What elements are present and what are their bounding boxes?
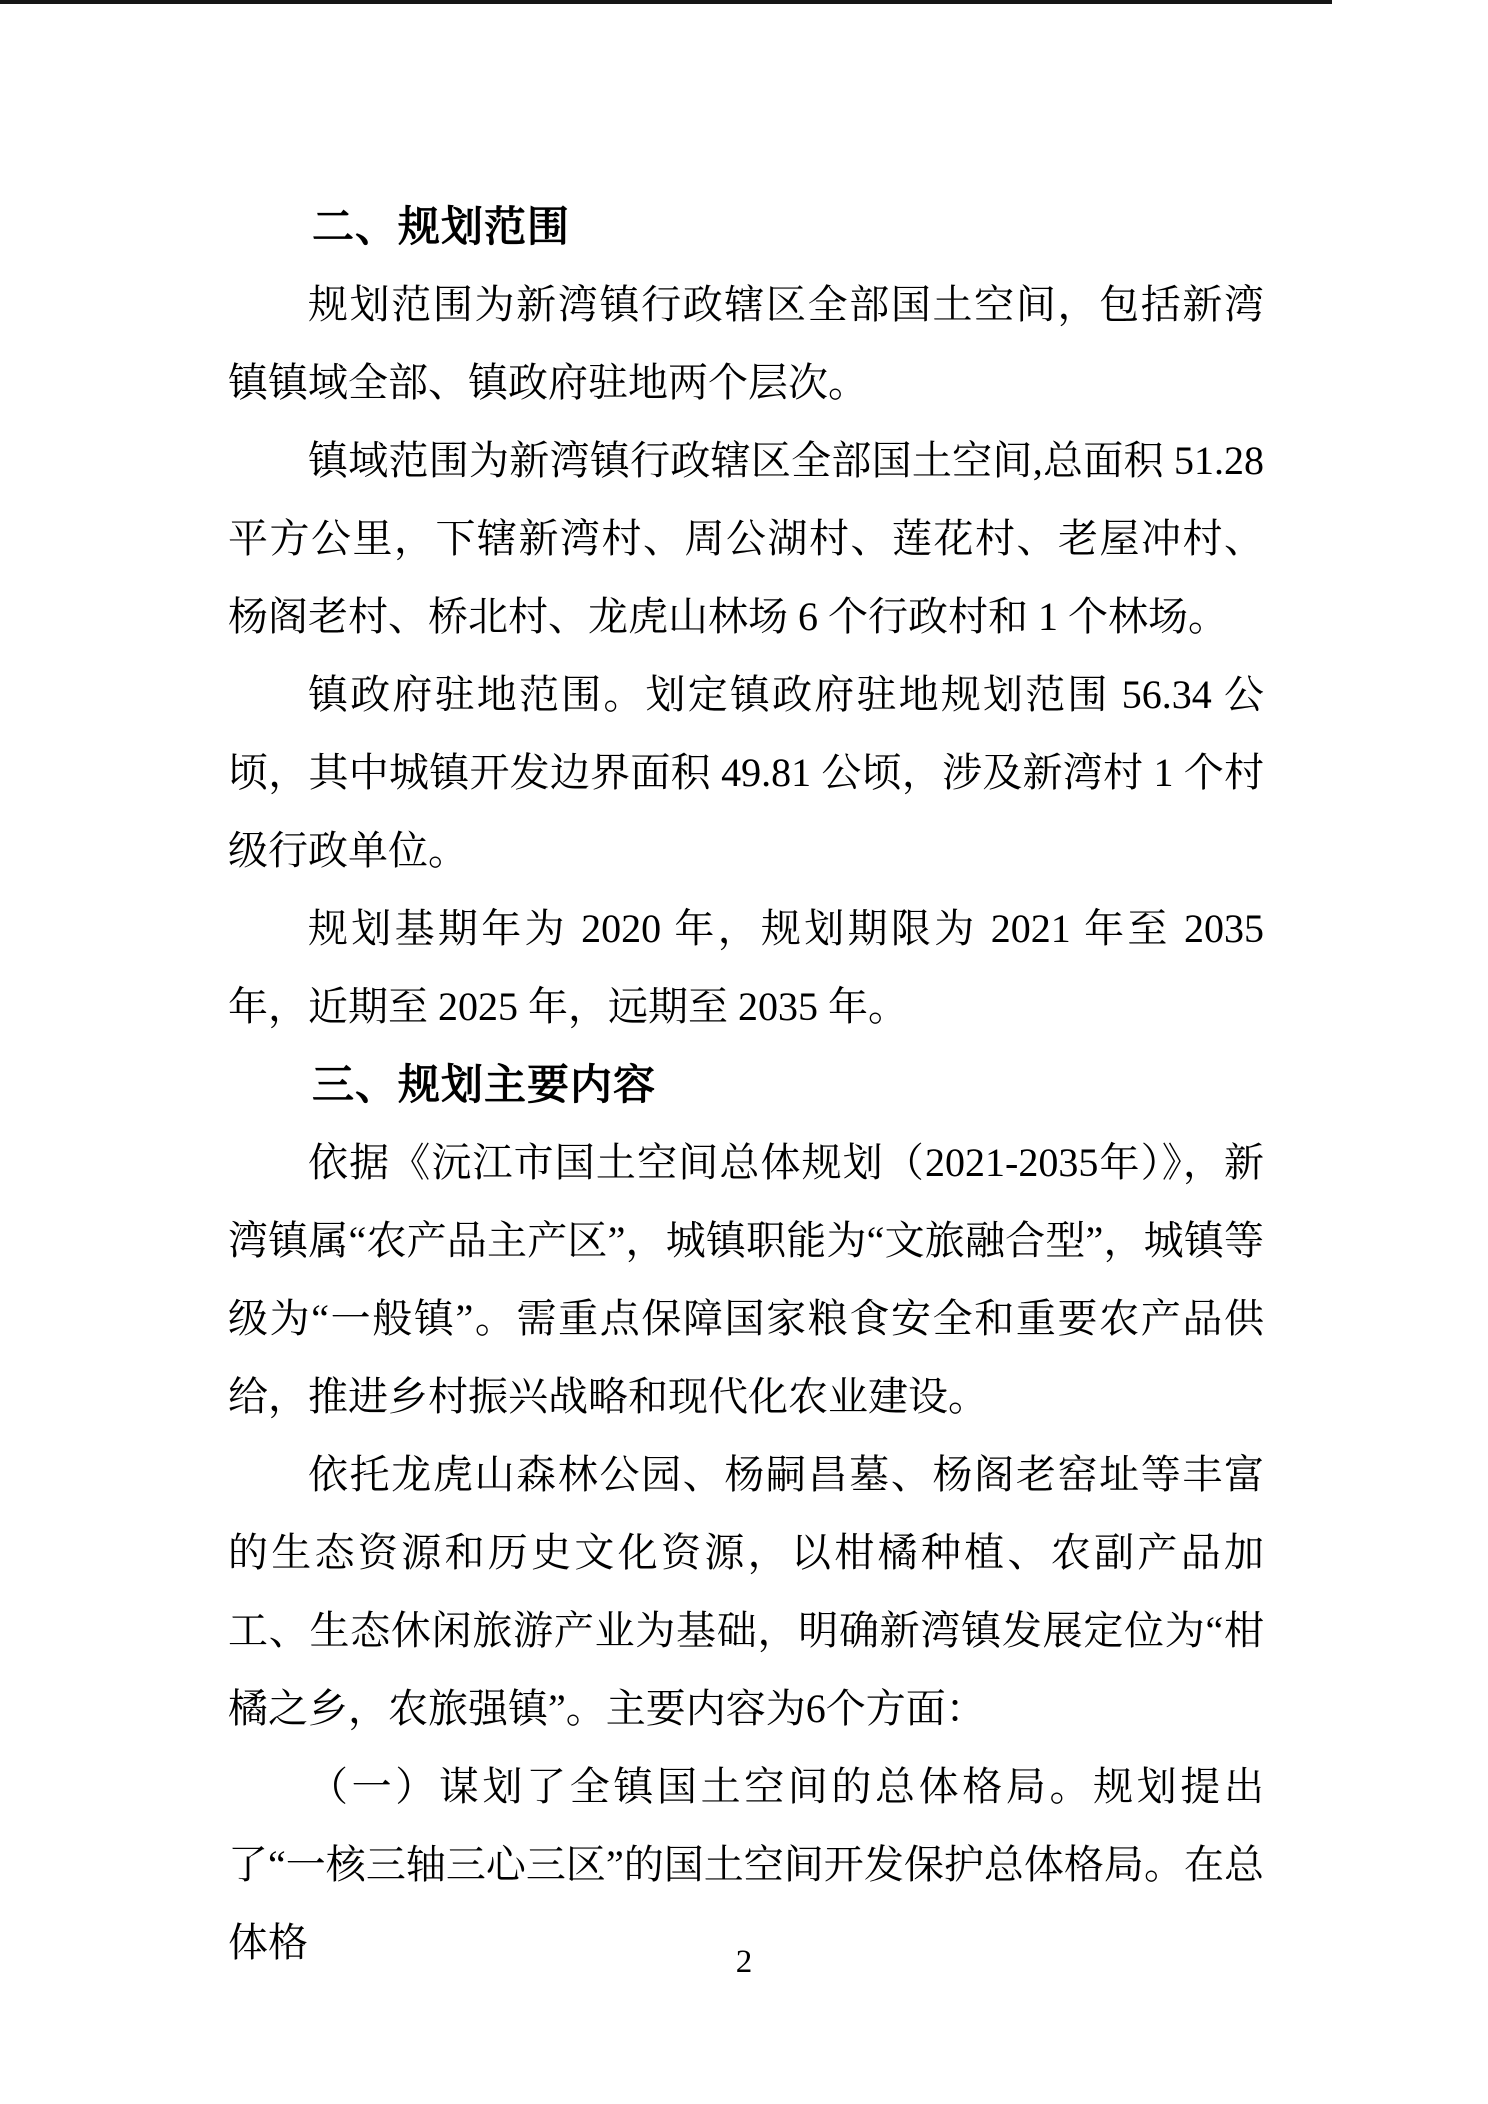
page-number: 2	[735, 1944, 753, 1980]
paragraph-basis-and-positioning: 依据《沅江市国土空间总体规划（2021-2035年）》，新湾镇属“农产品主产区”，城镇职能为“文旅融合型”，城镇等级为“一般镇”。需重点保障国家粮食安全和重要农产品供给，推进乡村振兴战略和现代化农业建设。	[228, 1140, 1264, 1419]
top-edge-line	[0, 0, 1332, 4]
paragraph-development-positioning: 依托龙虎山森林公园、杨嗣昌墓、杨阁老窑址等丰富的生态资源和历史文化资源，以柑橘种植、农副产品加工、生态休闲旅游产业为基础，明确新湾镇发展定位为“柑橘之乡，农旅强镇”。主要内容为6个方面：	[228, 1452, 1264, 1731]
paragraph-scope-overview: 规划范围为新湾镇行政辖区全部国土空间，包括新湾镇镇域全部、镇政府驻地两个层次。	[228, 282, 1264, 405]
paragraph-item-one-overall-pattern: （一）谋划了全镇国土空间的总体格局。规划提出了“一核三轴三心三区”的国土空间开发保护总体格局。在总体格	[228, 1764, 1264, 1965]
paragraph-planning-period: 规划基期年为 2020 年，规划期限为 2021 年至 2035 年，近期至 2025 年，远期至 2035 年。	[228, 906, 1264, 1029]
paragraph-town-area: 镇域范围为新湾镇行政辖区全部国土空间,总面积 51.28 平方公里，下辖新湾村、周公湖村、莲花村、老屋冲村、杨阁老村、桥北村、龙虎山林场 6 个行政村和 1 个林场。	[228, 438, 1264, 639]
section-heading-planning-scope: 二、规划范围	[312, 203, 571, 250]
section-heading-main-content: 三、规划主要内容	[312, 1061, 657, 1108]
page-footer	[0, 1944, 1488, 1981]
paragraph-government-seat: 镇政府驻地范围。划定镇政府驻地规划范围 56.34 公顷，其中城镇开发边界面积 49.81 公顷，涉及新湾村 1 个村级行政单位。	[228, 672, 1264, 873]
document-body	[228, 188, 1264, 1982]
